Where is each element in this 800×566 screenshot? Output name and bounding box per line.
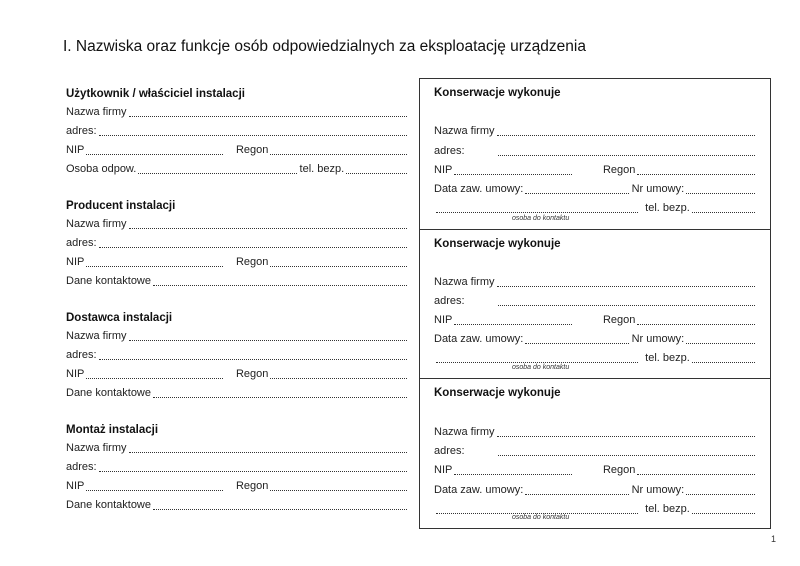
- nip-label: NIP: [66, 256, 85, 268]
- supplier-nip-regon-row[interactable]: [66, 368, 410, 382]
- regon-label: Regon: [235, 256, 269, 268]
- company-label: Nazwa firmy: [66, 442, 127, 454]
- nip-label: NIP: [66, 368, 85, 380]
- page-title: I. Nazwiska oraz funkcje osób odpowiedzialnych za eksploatację urządzenia: [63, 38, 586, 55]
- box-contract-row[interactable]: [434, 333, 758, 347]
- company-field[interactable]: [129, 106, 407, 117]
- company-field[interactable]: [497, 426, 755, 437]
- regon-field[interactable]: [637, 164, 755, 175]
- nip-label: NIP: [66, 144, 85, 156]
- nip-field[interactable]: [86, 480, 223, 491]
- address-field[interactable]: [498, 445, 755, 456]
- box-address-row[interactable]: [434, 295, 758, 309]
- nip-label: NIP: [434, 464, 453, 476]
- regon-field[interactable]: [270, 368, 407, 379]
- person-label: Osoba odpow.: [66, 163, 137, 175]
- address-label: adres:: [434, 445, 465, 457]
- address-label: adres:: [434, 295, 465, 307]
- contact-person-field[interactable]: [436, 503, 638, 514]
- page-number: 1: [770, 534, 776, 544]
- contact-person-field[interactable]: [436, 202, 638, 213]
- box-contact-row[interactable]: [434, 202, 758, 216]
- nip-field[interactable]: [454, 164, 572, 175]
- address-field[interactable]: [99, 349, 407, 360]
- box-company-row[interactable]: [434, 276, 758, 290]
- assembly-company-row[interactable]: [66, 442, 410, 456]
- company-label: Nazwa firmy: [66, 218, 127, 230]
- address-label: adres:: [66, 349, 97, 361]
- phone-field[interactable]: [346, 163, 407, 174]
- supplier-contact-row[interactable]: [66, 387, 410, 401]
- address-label: adres:: [66, 237, 97, 249]
- assembly-contact-row[interactable]: [66, 499, 410, 513]
- assembly-section-title: Montaż instalacji: [66, 424, 159, 436]
- producer-nip-regon-row[interactable]: [66, 256, 410, 270]
- maintenance-box-1: [419, 78, 771, 230]
- address-label: adres:: [66, 461, 97, 473]
- contract-no-field[interactable]: [686, 183, 755, 194]
- contact-label: Dane kontaktowe: [66, 275, 151, 287]
- box-contract-row[interactable]: [434, 484, 758, 498]
- owner-company-row[interactable]: [66, 106, 410, 120]
- box-address-row[interactable]: [434, 145, 758, 159]
- phone-label: tel. bezp.: [645, 202, 690, 214]
- company-field[interactable]: [129, 330, 407, 341]
- contract-no-field[interactable]: [686, 484, 755, 495]
- phone-label: tel. bezp.: [645, 352, 690, 364]
- producer-address-row[interactable]: [66, 237, 410, 251]
- company-field[interactable]: [497, 125, 755, 136]
- contract-date-field[interactable]: [525, 333, 628, 344]
- nip-field[interactable]: [454, 314, 572, 325]
- address-field[interactable]: [498, 295, 755, 306]
- company-label: Nazwa firmy: [434, 426, 495, 438]
- contract-date-label: Data zaw. umowy:: [434, 333, 524, 345]
- owner-section-title: Użytkownik / właściciel instalacji: [66, 88, 245, 100]
- producer-contact-row[interactable]: [66, 275, 410, 289]
- contract-date-label: Data zaw. umowy:: [434, 484, 524, 496]
- nip-field[interactable]: [454, 464, 572, 475]
- owner-nip-regon-row[interactable]: [66, 144, 410, 158]
- regon-field[interactable]: [637, 314, 755, 325]
- box-company-row[interactable]: [434, 125, 758, 139]
- address-label: adres:: [66, 125, 97, 137]
- contact-field[interactable]: [153, 387, 407, 398]
- contract-no-label: Nr umowy:: [631, 333, 685, 345]
- address-field[interactable]: [498, 145, 755, 156]
- regon-label: Regon: [602, 164, 636, 176]
- regon-label: Regon: [602, 314, 636, 326]
- box-nip-regon-row[interactable]: [434, 164, 758, 178]
- regon-label: Regon: [235, 368, 269, 380]
- contact-person-field[interactable]: [436, 352, 638, 363]
- company-label: Nazwa firmy: [434, 125, 495, 137]
- box-address-row[interactable]: [434, 445, 758, 459]
- company-label: Nazwa firmy: [66, 106, 127, 118]
- maintenance-box-2: [419, 229, 771, 379]
- regon-label: Regon: [602, 464, 636, 476]
- nip-label: NIP: [66, 480, 85, 492]
- nip-field[interactable]: [86, 256, 223, 267]
- contact-caption: osoba do kontaktu: [512, 514, 570, 521]
- box-title: Konserwacje wykonuje: [434, 87, 561, 99]
- contract-no-field[interactable]: [686, 333, 755, 344]
- supplier-section-title: Dostawca instalacji: [66, 312, 173, 324]
- company-label: Nazwa firmy: [66, 330, 127, 342]
- box-company-row[interactable]: [434, 426, 758, 440]
- nip-label: NIP: [434, 164, 453, 176]
- assembly-nip-regon-row[interactable]: [66, 480, 410, 494]
- box-contract-row[interactable]: [434, 183, 758, 197]
- regon-field[interactable]: [637, 464, 755, 475]
- contact-field[interactable]: [153, 275, 407, 286]
- maintenance-box-3: [419, 378, 771, 529]
- phone-field[interactable]: [692, 202, 755, 213]
- owner-address-row[interactable]: [66, 125, 410, 139]
- company-field[interactable]: [129, 218, 407, 229]
- box-contact-row[interactable]: [434, 352, 758, 366]
- producer-section-title: Producent instalacji: [66, 200, 176, 212]
- regon-field[interactable]: [270, 144, 407, 155]
- contract-date-label: Data zaw. umowy:: [434, 183, 524, 195]
- contact-label: Dane kontaktowe: [66, 499, 151, 511]
- contact-caption: osoba do kontaktu: [512, 215, 570, 222]
- box-nip-regon-row[interactable]: [434, 464, 758, 478]
- box-title: Konserwacje wykonuje: [434, 387, 561, 399]
- assembly-address-row[interactable]: [66, 461, 410, 475]
- address-field[interactable]: [99, 125, 407, 136]
- regon-label: Regon: [235, 480, 269, 492]
- contact-label: Dane kontaktowe: [66, 387, 151, 399]
- box-nip-regon-row[interactable]: [434, 314, 758, 328]
- regon-field[interactable]: [270, 480, 407, 491]
- supplier-company-row[interactable]: [66, 330, 410, 344]
- nip-field[interactable]: [86, 368, 223, 379]
- phone-field[interactable]: [692, 503, 755, 514]
- contract-no-label: Nr umowy:: [631, 183, 685, 195]
- company-field[interactable]: [129, 442, 407, 453]
- nip-field[interactable]: [86, 144, 223, 155]
- box-contact-row[interactable]: [434, 503, 758, 517]
- address-field[interactable]: [99, 461, 407, 472]
- phone-field[interactable]: [692, 352, 755, 363]
- address-label: adres:: [434, 145, 465, 157]
- contract-date-field[interactable]: [525, 183, 628, 194]
- company-label: Nazwa firmy: [434, 276, 495, 288]
- producer-company-row[interactable]: [66, 218, 410, 232]
- regon-field[interactable]: [270, 256, 407, 267]
- contact-caption: osoba do kontaktu: [512, 364, 570, 371]
- contract-date-field[interactable]: [525, 484, 628, 495]
- person-field[interactable]: [138, 163, 296, 174]
- contract-no-label: Nr umowy:: [631, 484, 685, 496]
- contact-field[interactable]: [153, 499, 407, 510]
- regon-label: Regon: [235, 144, 269, 156]
- supplier-address-row[interactable]: [66, 349, 410, 363]
- owner-person-row[interactable]: [66, 163, 410, 177]
- company-field[interactable]: [497, 276, 755, 287]
- phone-label: tel. bezp.: [299, 163, 345, 175]
- address-field[interactable]: [99, 237, 407, 248]
- nip-label: NIP: [434, 314, 453, 326]
- box-title: Konserwacje wykonuje: [434, 238, 561, 250]
- phone-label: tel. bezp.: [645, 503, 690, 515]
